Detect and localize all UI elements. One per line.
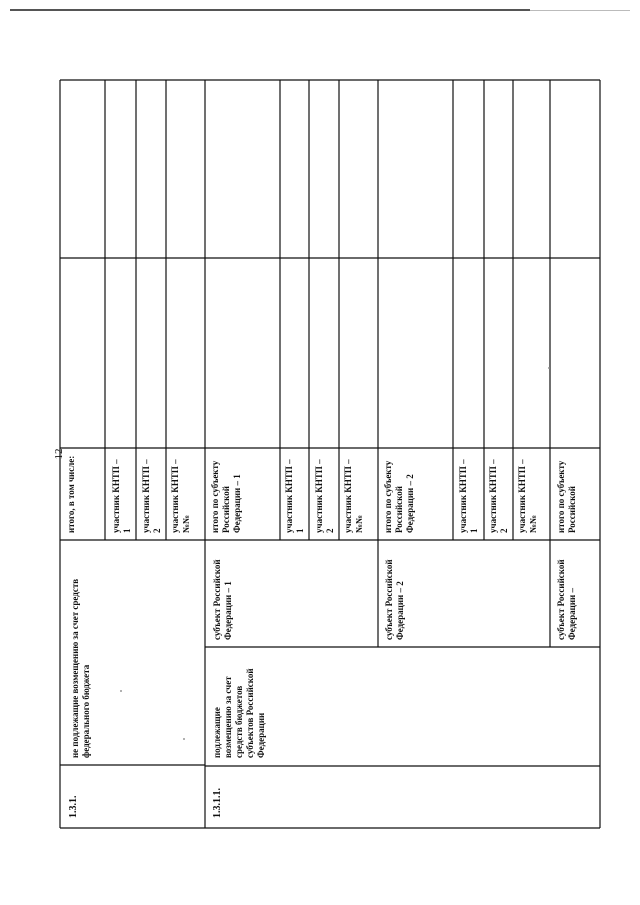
item-cell: участник КНТП – №№ <box>343 459 364 533</box>
item-cell: участник КНТП – 2 <box>488 459 509 533</box>
subject-cell: субъект Российской Федерации – 1 <box>212 559 233 640</box>
item-cell: итого по субъекту Российской Федерации – 1 <box>210 460 242 533</box>
row-name: подлежащие возмещению за счет средств бюджетов субъектов Российской Федерации <box>212 668 266 758</box>
scan-speck <box>548 367 550 369</box>
page-number: 12 <box>53 448 65 460</box>
scan-speck <box>183 738 185 740</box>
row-number: 1.3.1. <box>68 795 79 818</box>
row-name: не подлежащие возмещению за счет средств федерального бюджета <box>70 578 91 758</box>
item-cell: участник КНТП – 1 <box>111 459 132 533</box>
item-cell: итого по субъекту Российской Федерации – 2 <box>383 460 415 533</box>
item-cell: участник КНТП – 2 <box>314 459 335 533</box>
item-cell: участник КНТП – 2 <box>141 459 162 533</box>
item-cell: участник КНТП – №№ <box>517 459 538 533</box>
item-cell: итого, в том числе: <box>66 455 76 533</box>
subject-cell: субъект Российской Федерации – 2 <box>384 559 405 640</box>
item-cell: участник КНТП – 1 <box>284 459 305 533</box>
scan-speck <box>120 690 122 692</box>
item-cell: участник КНТП – 1 <box>458 459 479 533</box>
item-cell: участник КНТП – №№ <box>170 459 191 533</box>
subject-cell: субъект Российской Федерации – <box>556 559 577 640</box>
row-number: 1.3.1.1. <box>212 788 223 818</box>
item-cell: итого по субъекту Российской <box>556 460 577 533</box>
